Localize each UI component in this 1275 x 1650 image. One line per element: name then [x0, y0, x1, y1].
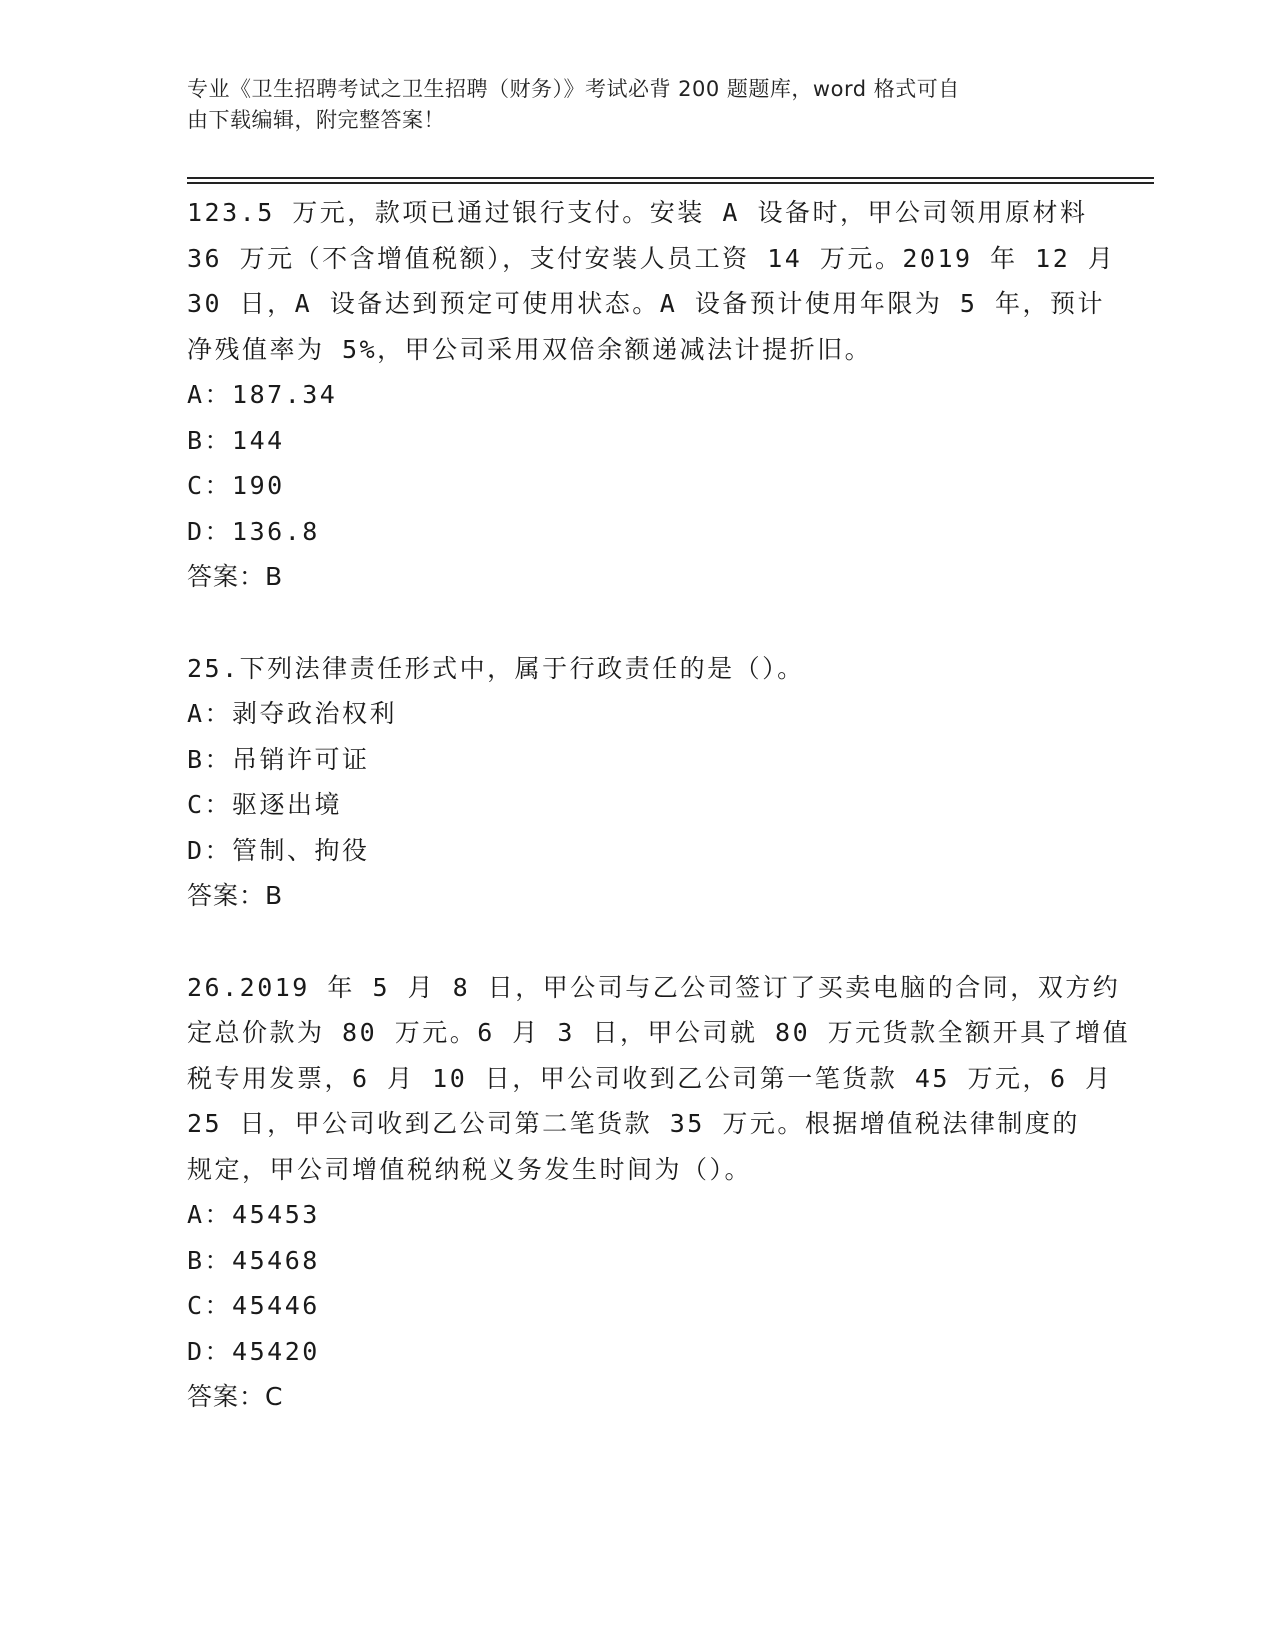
question-text-line: 123.5 万元，款项已通过银行支付。安装 A 设备时，甲公司领用原材料 — [187, 198, 1088, 227]
option-a: A：187.34 — [187, 380, 338, 409]
answer-line: 答案：B — [187, 881, 284, 910]
question-block-3 — [187, 965, 1131, 1420]
header-line-1: 专业《卫生招聘考试之卫生招聘（财务）》考试必背 200 题题库，word 格式可自 — [187, 77, 960, 101]
header-line-2: 由下载编辑，附完整答案！ — [187, 108, 445, 132]
option-a: A：45453 — [187, 1200, 320, 1229]
option-d: D：管制、拘役 — [187, 835, 370, 865]
spacer — [187, 600, 1087, 646]
document-body — [187, 190, 1131, 1420]
option-c: C：驱逐出境 — [187, 790, 343, 819]
page-header — [187, 74, 1087, 136]
question-text-line: 税专用发票，6 月 10 日，甲公司收到乙公司第一笔货款 45 万元，6 月 — [187, 1063, 1113, 1093]
header-rule-bottom — [187, 182, 1154, 184]
question-text-line: 规定，甲公司增值税纳税义务发生时间为（）。 — [187, 1154, 753, 1184]
answer-line: 答案：C — [187, 1382, 284, 1411]
question-text-line: 25 日，甲公司收到乙公司第二笔货款 35 万元。根据增值税法律制度的 — [187, 1109, 1080, 1138]
question-text-line: 26.2019 年 5 月 8 日，甲公司与乙公司签订了买卖电脑的合同，双方约 — [187, 972, 1121, 1002]
option-b: B：吊销许可证 — [187, 744, 370, 774]
question-text-line: 25.下列法律责任形式中，属于行政责任的是（）。 — [187, 653, 805, 683]
option-c: C：45446 — [187, 1291, 320, 1320]
option-d: D：45420 — [187, 1336, 320, 1366]
question-text-line: 36 万元（不含增值税额），支付安装人员工资 14 万元。2019 年 12 月 — [187, 243, 1116, 273]
answer-line: 答案：B — [187, 562, 284, 591]
question-block-1 — [187, 190, 1116, 600]
option-d: D：136.8 — [187, 516, 320, 546]
question-text-line: 30 日，A 设备达到预定可使用状态。A 设备预计使用年限为 5 年，预计 — [187, 289, 1106, 318]
option-b: B：45468 — [187, 1245, 320, 1275]
option-b: B：144 — [187, 425, 285, 455]
question-text-line: 净残值率为 5%，甲公司采用双倍余额递减法计提折旧。 — [187, 334, 873, 364]
header-rule-top — [187, 177, 1154, 179]
question-text-line: 定总价款为 80 万元。6 月 3 日，甲公司就 80 万元货款全额开具了增值 — [187, 1018, 1131, 1047]
option-a: A：剥夺政治权利 — [187, 699, 398, 728]
question-block-2 — [187, 646, 1087, 919]
option-c: C：190 — [187, 471, 285, 500]
spacer — [187, 919, 1087, 965]
